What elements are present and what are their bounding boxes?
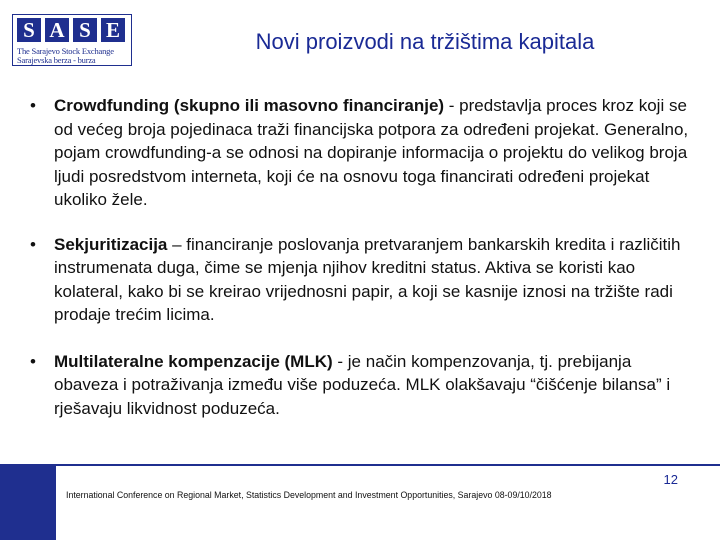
bullet-text: - predstavlja proces kroz koji se od većeg broja pojedinaca traži financijska potpora za određeni projekat. Generalno, pojam crowdfunding-a se odnosi na dopiranje informacija o projektu do velikog broja ljudi posredstvom interneta, koji će na osnovu toga financirati određeni projekat ukoliko žele.: [54, 96, 689, 209]
logo-letters: [17, 18, 125, 42]
sase-logo: [12, 14, 132, 66]
logo-letter: S: [17, 18, 41, 42]
page-number: 12: [663, 472, 678, 487]
logo-letter: S: [73, 18, 97, 42]
bullet-marker: •: [30, 351, 36, 371]
bullet-item-crowdfunding: [26, 94, 696, 212]
footer-bar: [0, 464, 720, 540]
logo-letter: A: [45, 18, 69, 42]
bullet-text: - je način kompenzovanja, tj. prebijanja obaveza i potraživanja između više poduzeća. MLK olakšavaju “čišćenje bilansa” i rješavaju likvidnost poduzeća.: [54, 351, 671, 418]
bullet-list: [26, 94, 696, 420]
footer-conference-text: International Conference on Regional Market, Statistics Development and Investment Opportunities, Sarajevo 08-09/10/2018: [66, 490, 552, 500]
logo-letter: E: [101, 18, 125, 42]
bullet-marker: •: [30, 234, 36, 254]
slide-title: Novi proizvodi na tržištima kapitala: [255, 29, 595, 54]
bullet-term: Multilateralne kompenzacije (MLK): [54, 351, 333, 371]
bullet-term: Crowdfunding (skupno ili masovno financiranje): [54, 96, 445, 115]
logo-subtitle-line-2: Sarajevska berza - burza: [17, 55, 96, 65]
bullet-term: Sekjuritizacija: [54, 234, 168, 254]
bullet-text: – financiranje poslovanja pretvaranjem bankarskih kredita i različitih instrumenata duga, čime se mjenja njihov kreditni status. Aktiva se koristi kao kolateral, kako bi se kreirao vrijednosni papir, a koji se kasnije iznosi na tržište radi prodaje trećim licima.: [54, 234, 681, 324]
bullet-marker: •: [30, 96, 36, 115]
footer-panel: [56, 466, 720, 540]
logo-subtitle-line-1: The Sarajevo Stock Exchange: [17, 46, 114, 56]
bullet-item-mlk: [26, 350, 696, 421]
bullet-item-sekjuritizacija: [26, 233, 696, 327]
